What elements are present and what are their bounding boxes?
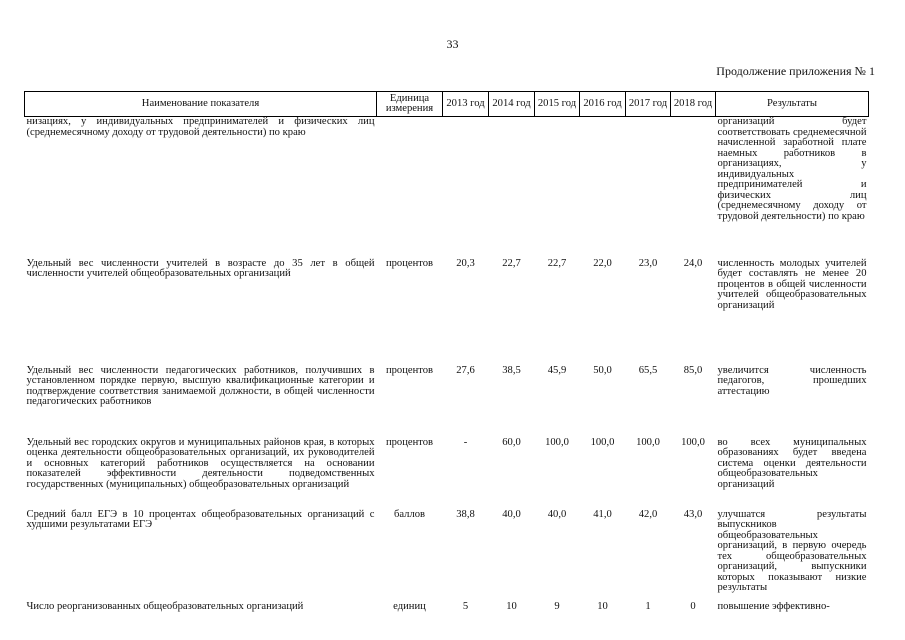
indicator-name: Число реорганизованных общеобразовательных организаций — [26, 600, 304, 612]
page-number: 33 — [446, 37, 459, 51]
value-2018: 24,0 — [683, 257, 703, 269]
value-2017 — [626, 117, 671, 259]
indicator-unit: процентов — [385, 364, 434, 376]
indicator-result: численность молодых учителей будет составлять не менее 20 процентов в общей численности учителей общеобразовательных организаций — [717, 257, 867, 311]
value-2013: 20,3 — [456, 257, 475, 269]
value-2014: 10 — [506, 600, 517, 612]
header-year-2014: 2014 год — [489, 92, 535, 117]
value-2018: 85,0 — [683, 364, 703, 376]
value-2016: 10 — [597, 600, 608, 612]
value-2017: 65,5 — [638, 364, 658, 376]
value-2015: 40,0 — [547, 508, 567, 520]
table-row — [25, 117, 869, 259]
value-2013: 38,8 — [456, 508, 475, 520]
value-2018: 100,0 — [681, 436, 705, 448]
value-2013: 27,6 — [456, 364, 475, 376]
indicator-unit: процентов — [385, 257, 434, 269]
header-year-2015: 2015 год — [535, 92, 580, 117]
value-2015: 100,0 — [545, 436, 569, 448]
indicator-unit: единиц — [393, 600, 426, 612]
value-2013: 5 — [462, 600, 469, 612]
value-2018 — [671, 117, 716, 259]
header-unit: Единица измерения — [377, 92, 443, 117]
header-year-2013: 2013 год — [443, 92, 489, 117]
value-2016: 100,0 — [590, 436, 615, 448]
value-2014 — [489, 117, 535, 259]
value-2016 — [580, 117, 626, 259]
value-2014: 38,5 — [502, 364, 521, 376]
indicator-result: во всех муниципальных образованиях будет введена система оценки деятельности общеобразовательных организаций — [717, 436, 867, 490]
header-year-2016: 2016 год — [580, 92, 626, 117]
table-row — [25, 259, 869, 366]
header-name: Наименование показателя — [25, 92, 377, 117]
indicator-result: повышение эффективно- — [717, 600, 830, 612]
indicator-name: Удельный вес численности учителей в возрасте до 35 лет в общей численности учителей общеобразовательных организаций — [26, 257, 375, 279]
table-row — [25, 510, 869, 602]
value-2018: 0 — [690, 600, 696, 612]
value-2017: 42,0 — [638, 508, 658, 520]
value-2016: 50,0 — [593, 364, 612, 376]
indicator-unit — [377, 117, 443, 259]
value-2015: 45,9 — [547, 364, 567, 376]
value-2017: 1 — [645, 600, 651, 612]
value-2013 — [443, 117, 489, 259]
value-2013: - — [463, 436, 468, 448]
header-year-2018: 2018 год — [671, 92, 716, 117]
value-2018: 43,0 — [683, 508, 703, 520]
value-2015: 9 — [554, 600, 560, 612]
value-2016: 22,0 — [593, 257, 612, 269]
indicator-name: Удельный вес численности педагогических работников, получивших в установленном порядке первую, высшую квалификационные категории и подтверждение соответствия занимаемой должности, в общей численности педагогических работников — [26, 364, 375, 407]
indicator-unit: процентов — [385, 436, 434, 448]
header-results: Результаты — [716, 92, 869, 117]
value-2017: 100,0 — [636, 436, 660, 448]
value-2014: 60,0 — [502, 436, 521, 448]
value-2016: 41,0 — [593, 508, 612, 520]
value-2014: 40,0 — [502, 508, 521, 520]
indicator-result: улучшатся результаты выпускников общеобразовательных организаций, в первую очередь тех общеобразовательных организаций, выпускники которых показывают низкие результаты — [717, 508, 867, 593]
value-2014: 22,7 — [502, 257, 521, 269]
indicator-name: Средний балл ЕГЭ в 10 процентах общеобразовательных организаций с худшими результатами ЕГЭ — [26, 508, 375, 530]
indicator-unit: баллов — [393, 508, 426, 520]
value-2015: 22,7 — [547, 257, 567, 269]
continuation-label: Продолжение приложения № 1 — [716, 64, 875, 78]
table-row — [25, 438, 869, 510]
indicator-name: низациях, у индивидуальных предпринимателей и физических лиц (среднемесячному доходу от трудовой деятельности) по краю — [26, 116, 375, 138]
indicator-result: увеличится численность педагогов, прошедших аттестацию — [717, 364, 867, 397]
indicator-result: организаций будет соответствовать среднемесячной начисленной заработной плате наемных работников в организациях, у индивидуальных предпринимателей и физических лиц (среднемесячному доходу от трудовой деятельности) по краю — [717, 116, 867, 222]
indicator-name: Удельный вес городских округов и муниципальных районов края, в которых оценка деятельности общеобразовательных организаций, их руководителей и основных категорий работников осуществляется на основании показателей эффективности деятельности подведомственных государственных (муниципальных) общеобразовательных организаций — [26, 436, 375, 490]
value-2015 — [535, 117, 580, 259]
table-row — [25, 602, 869, 613]
header-row — [25, 92, 869, 117]
header-year-2017: 2017 год — [626, 92, 671, 117]
indicators-table — [24, 91, 869, 612]
value-2017: 23,0 — [638, 257, 658, 269]
table-row — [25, 366, 869, 438]
